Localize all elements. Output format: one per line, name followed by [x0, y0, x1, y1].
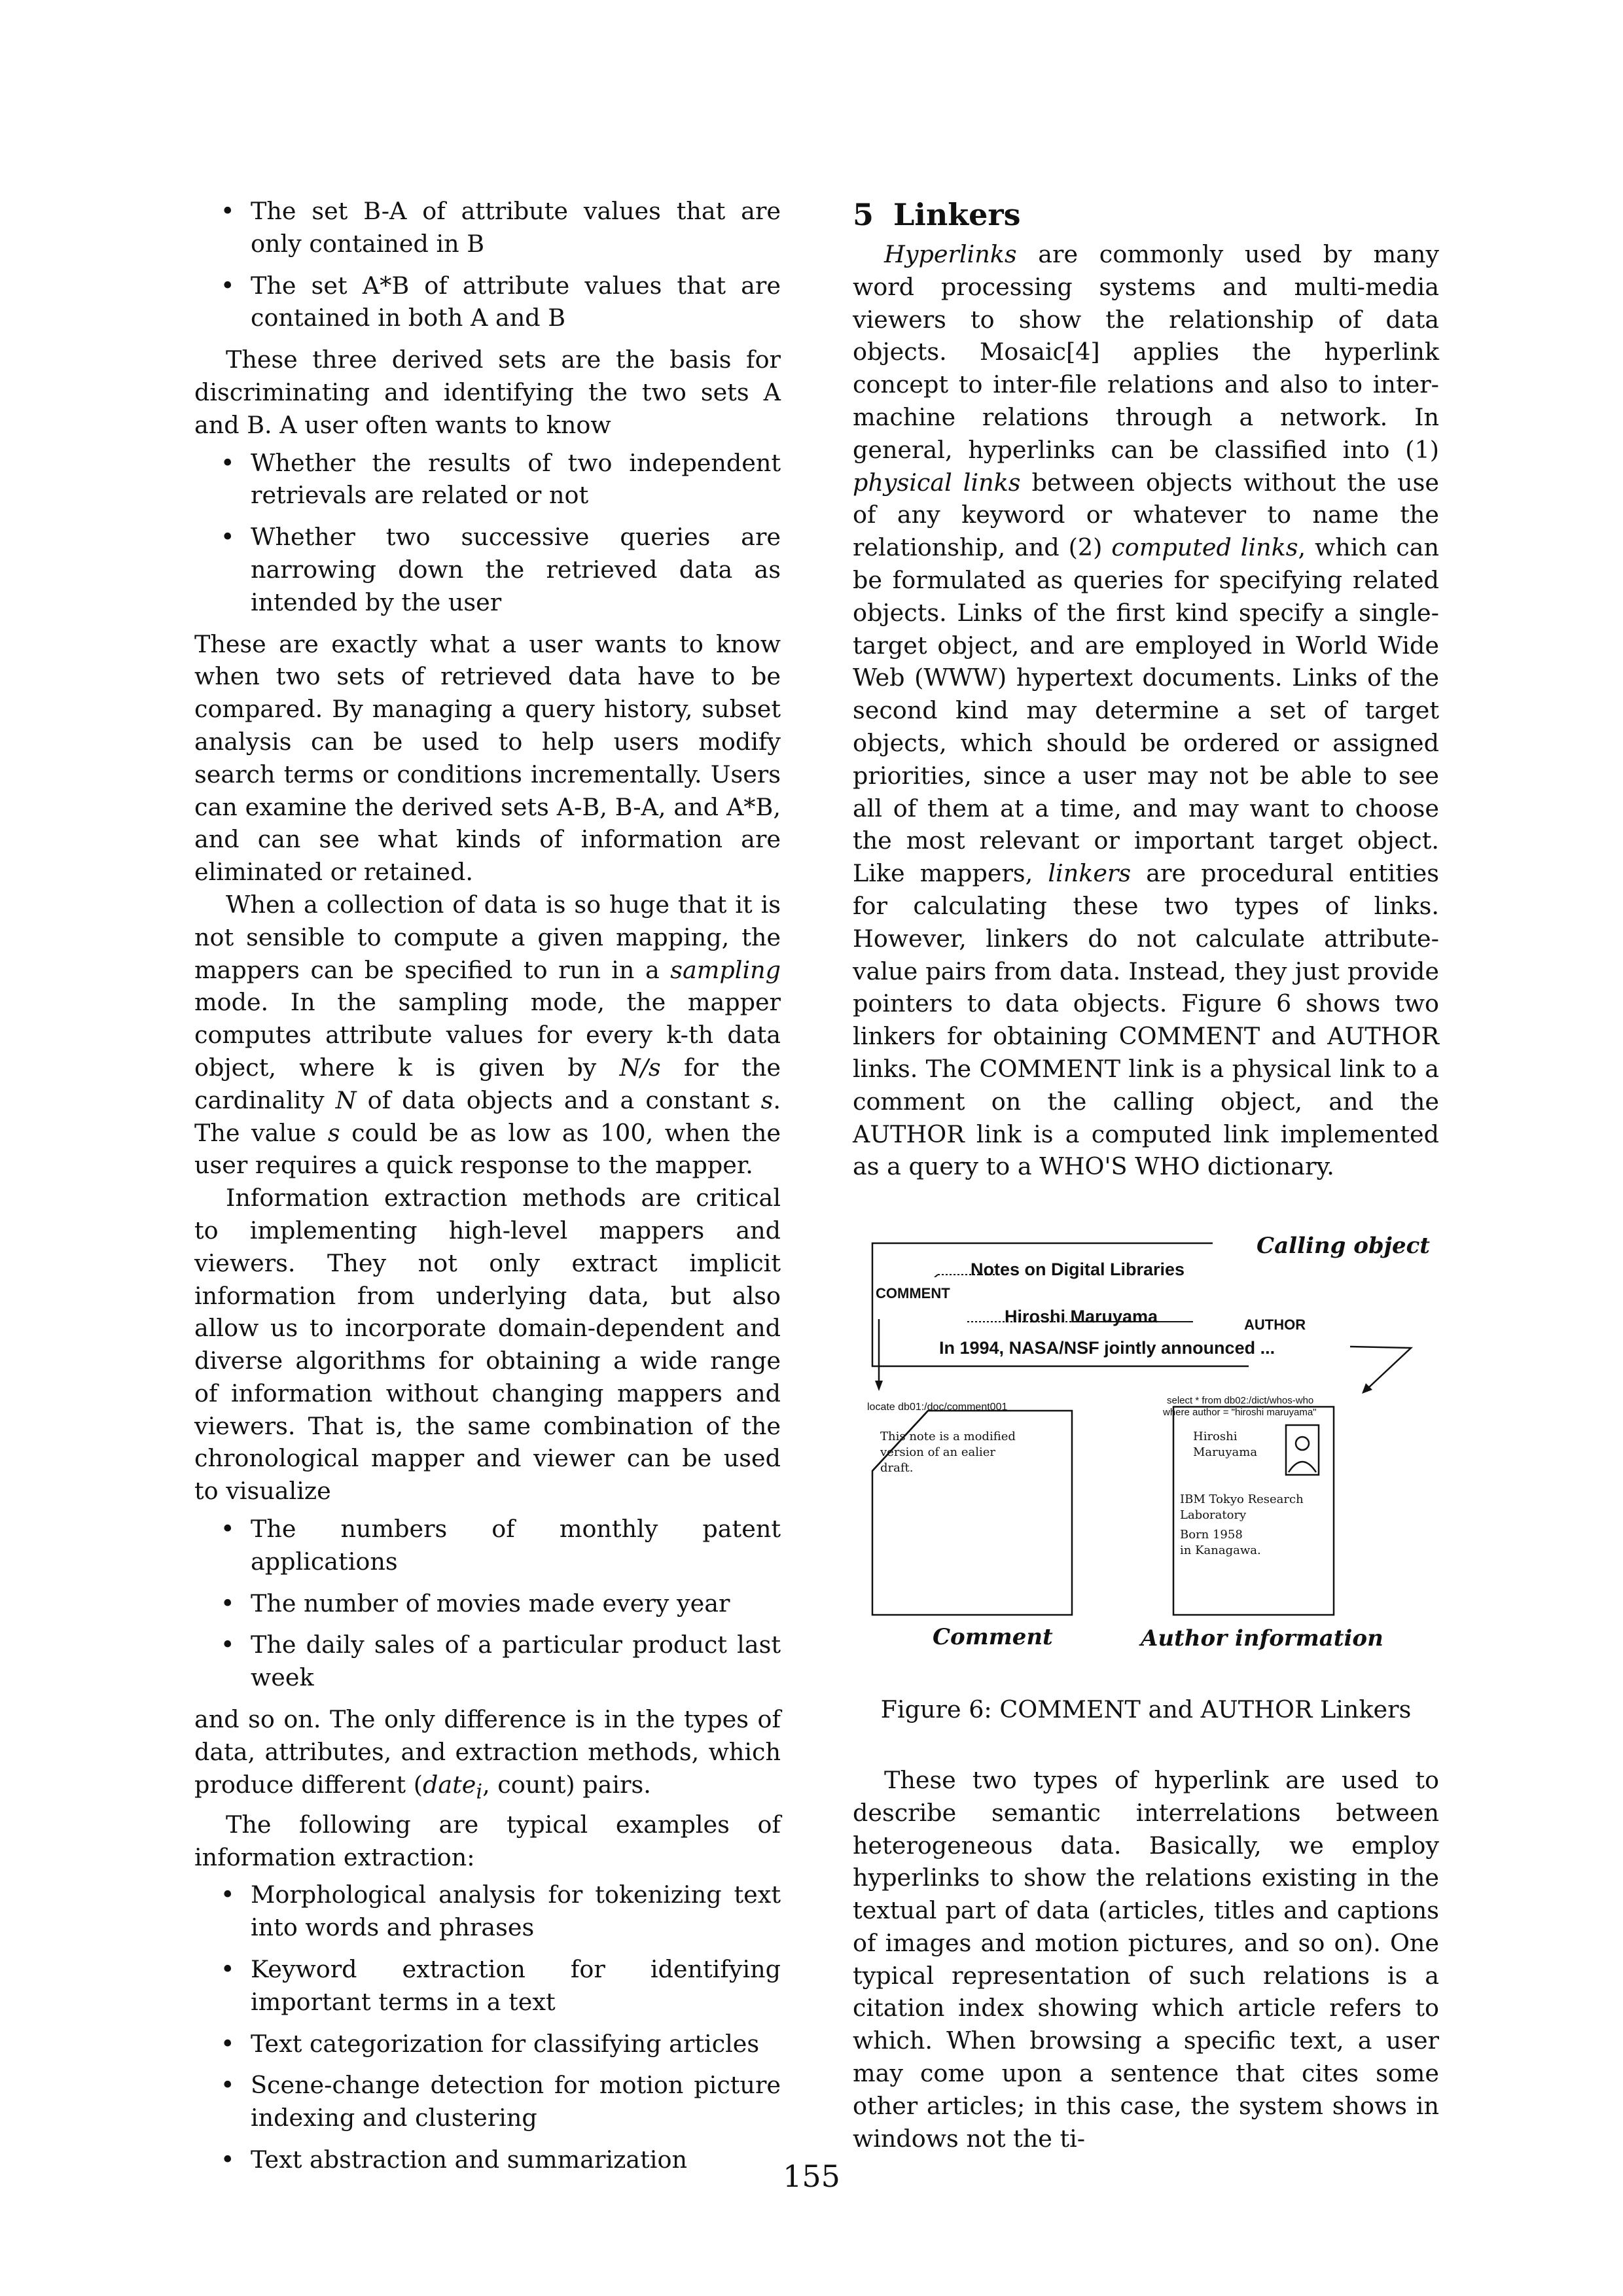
comment-tag: COMMENT [876, 1277, 950, 1310]
locate-command: locate db01:/doc/comment001 [867, 1402, 1008, 1413]
bullet-list-sets [194, 195, 781, 334]
author-tag: AUTHOR [1244, 1316, 1306, 1333]
author-arrow [1350, 1347, 1411, 1387]
paragraph: These three derived sets are the basis for discriminating and identifying the two sets A and B. A user often wants to know [194, 345, 781, 439]
note-title: Notes on Digital Libraries [971, 1260, 1185, 1280]
comment-caption: Comment [933, 1624, 1053, 1651]
section-heading: 5 Linkers [853, 197, 1021, 232]
figure-caption: Figure 6: COMMENT and AUTHOR Linkers [880, 1695, 1412, 1724]
author-card-name: Hiroshi [1193, 1430, 1238, 1444]
list-item: • Text categorization for classifying articles [194, 2028, 781, 2060]
comment-arrowhead [875, 1381, 883, 1391]
author-name-link: Hiroshi Maruyama [1005, 1307, 1158, 1327]
paragraph-sampling: When a collection of data is so huge that it is not sensible to compute a given mapping, the mappers can be specified to run in a sampling mode. In the sampling mode, the mapper computes attribute values for every k-th data object, where k is given by N/s for the cardinality N of data objects and a constant s. The value s could be as low as 100, when the user requires a quick response to the mapper. [194, 890, 781, 1180]
list-item: • The daily sales of a particular product last week [194, 1629, 781, 1694]
note-text: In 1994, NASA/NSF jointly announced ... [939, 1338, 1275, 1358]
list-item: • Text abstraction and summarization [194, 2144, 781, 2176]
select-command-line-1: select * from db02:/dict/whos-who [1167, 1395, 1314, 1407]
list-item: • The set A*B of attribute values that are contained in both A and B [194, 270, 781, 335]
paragraph: These two types of hyperlink are used to describe semantic interrelations between heterogeneous data. Basically, we employ hyperlinks to show the relations existing in the textual part of data (articles, titles and captions of images and motion pictures, and so on). One typical representation of such relations is a citation index showing which article refers to which. When browsing a specific text, a user may come upon a sentence that cites some other articles; in this case, the system shows in windows not the ti- [853, 1765, 1439, 2153]
paragraph: These are exactly what a user wants to know when two sets of retrieved data have to be compared. By managing a query history, subset analysis can be used to help users modify search terms or conditions incrementally. Users can examine the derived sets A-B, B-A, and A*B, and can see what kinds of information are eliminated or retained. [194, 629, 781, 887]
select-command-line-2: where author = "hiroshi maruyama" [1163, 1407, 1317, 1419]
page-number: 155 [783, 2159, 840, 2194]
author-card-born: in Kanagawa. [1180, 1544, 1261, 1558]
author-card-org: Laboratory [1180, 1508, 1247, 1523]
comment-body-line: version of an ealier [880, 1445, 995, 1460]
list-item: • Whether two successive queries are narrowing down the retrieved data as intended by the user [194, 521, 781, 618]
list-item: • Scene-change detection for motion picture indexing and clustering [194, 2069, 781, 2134]
author-card-name: Maruyama [1193, 1445, 1258, 1460]
right-column [853, 195, 1439, 2155]
bullet-list-extraction [194, 1879, 781, 2176]
bullet-list-user-wants [194, 447, 781, 619]
bullet-list-visualize [194, 1513, 781, 1694]
paragraph: and so on. The only difference is in the types of data, attributes, and extraction methods, which produce different (date$_i$, count) pairs. [194, 1705, 781, 1803]
comment-body-line: draft. [880, 1461, 914, 1475]
author-card-born: Born 1958 [1180, 1528, 1243, 1542]
list-item: • Keyword extraction for identifying important terms in a text [194, 1953, 781, 2019]
calling-object-label: Calling object [1257, 1233, 1430, 1260]
comment-body-line: This note is a modified [880, 1430, 1016, 1444]
left-column [194, 195, 781, 2185]
paragraph: The following are typical examples of information extraction: [194, 1810, 781, 1871]
list-item: • The number of movies made every year [194, 1587, 781, 1620]
list-item: • Morphological analysis for tokenizing text into words and phrases [194, 1879, 781, 1944]
paragraph: Information extraction methods are critical to implementing high-level mappers and viewers. They not only extract implicit information from underlying data, but also allow us to incorporate domain-dependent and diverse algorithms for obtaining a wide range of information without changing mappers and viewers. That is, the same combination of the chronological mapper and viewer can be used to visualize [194, 1184, 781, 1506]
paragraph-hyperlinks: Hyperlinks are commonly used by many word processing systems and multi-media viewers to show the relationship of data objects. Mosaic[4] applies the hyperlink concept to inter-file relations and also to inter-machine relations through a network. In general, hyperlinks can be classified into (1) physical links between objects without the use of any keyword or whatever to name the relationship, and (2) computed links, which can be formulated as queries for specifying related objects. Links of the first kind specify a single-target object, and are employed in World Wide Web (WWW) hypertext documents. Links of the second kind may determine a set of target objects, which should be ordered or assigned priorities, since a user may not be able to see all of them at a time, and may want to choose the most relevant or important target object. Like mappers, linkers are procedural entities for calculating these two types of links. However, linkers do not calculate attribute-value pairs from data. Instead, they just provide pointers to data objects. Figure 6 shows two linkers for obtaining COMMENT and AUTHOR links. The COMMENT link is a physical link to a comment on the calling object, and the AUTHOR link is a computed link implemented as a query to a WHO'S WHO dictionary. [853, 240, 1439, 1181]
list-item: • Whether the results of two independent retrievals are related or not [194, 447, 781, 512]
list-item: • The numbers of monthly patent applications [194, 1513, 781, 1578]
author-caption: Author information [1141, 1625, 1383, 1652]
figure-6 [853, 1235, 1439, 1680]
list-item: • The set B-A of attribute values that are only contained in B [194, 195, 781, 260]
author-card-org: IBM Tokyo Research [1180, 1492, 1304, 1507]
